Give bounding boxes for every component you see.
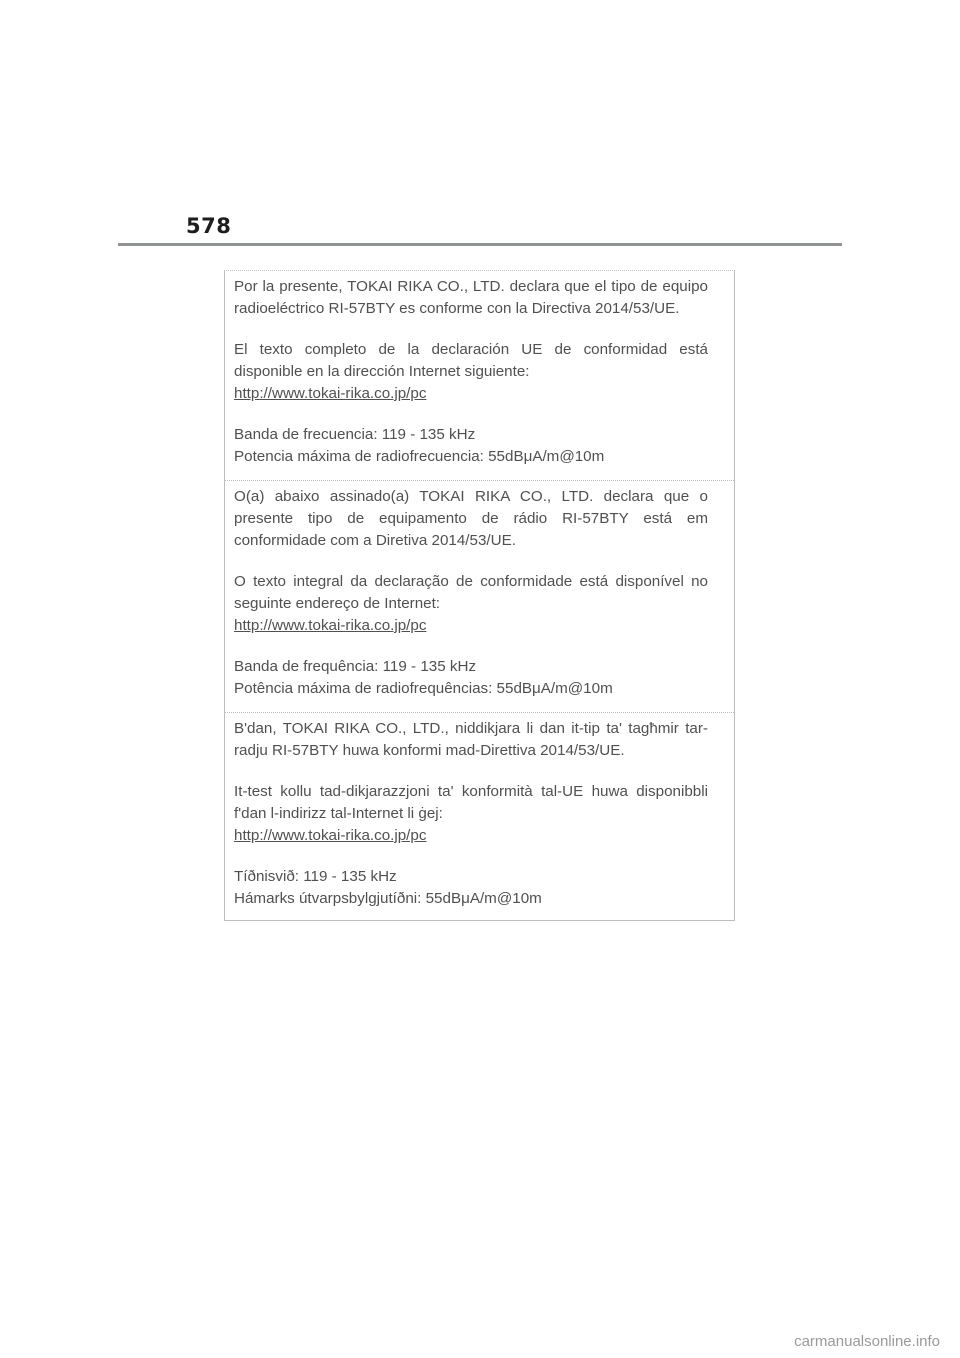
max-power: Potencia máxima de radiofrecuencia: 55dBμA/m@10m (234, 448, 605, 465)
declaration-url-link[interactable]: http://www.tokai-rika.co.jp/pc (234, 617, 427, 634)
frequency-band: Banda de frecuencia: 119 - 135 kHz (234, 426, 476, 443)
page-number: 578 (186, 214, 232, 238)
declaration-statement: O(a) abaixo assinado(a) TOKAI RIKA CO., LTD. declara que o presente tipo de equipamento de rádio RI-57BTY está em conformidade com a Diretiva 2014/53/UE. (234, 488, 708, 549)
frequency-band: Banda de frequência: 119 - 135 kHz (234, 658, 477, 675)
declaration-section-mt-is (225, 712, 734, 921)
declaration-section-pt (225, 480, 734, 712)
declaration-box (224, 270, 735, 921)
declaration-statement: B'dan, TOKAI RIKA CO., LTD., niddikjara li dan it-tip ta' tagħmir tar-radju RI-57BTY huwa konformi mad-Direttiva 2014/53/UE. (234, 720, 708, 759)
declaration-statement: Por la presente, TOKAI RIKA CO., LTD. declara que el tipo de equipo radioeléctrico RI-57BTY es conforme con la Directiva 2014/53/UE. (234, 278, 708, 317)
declaration-availability: O texto integral da declaração de conformidade está disponível no seguinte endereço de Internet: (234, 573, 708, 612)
declaration-url-link[interactable]: http://www.tokai-rika.co.jp/pc (234, 385, 427, 402)
frequency-band: Tíðnisvið: 119 - 135 kHz (234, 868, 397, 885)
max-power: Hámarks útvarpsbylgjutíðni: 55dBμA/m@10m (234, 890, 542, 907)
declaration-availability: It-test kollu tad-dikjarazzjoni ta' konformità tal-UE huwa disponibbli f'dan l-indirizz tal-Internet li ġej: (234, 783, 708, 822)
max-power: Potência máxima de radiofrequências: 55dBμA/m@10m (234, 680, 613, 697)
declaration-availability: El texto completo de la declaración UE de conformidad está disponible en la dirección Internet siguiente: (234, 341, 708, 380)
watermark: carmanualsonline.info (794, 1333, 940, 1350)
declaration-section-es (225, 271, 734, 480)
header-rule (118, 243, 842, 246)
declaration-url-link[interactable]: http://www.tokai-rika.co.jp/pc (234, 827, 427, 844)
